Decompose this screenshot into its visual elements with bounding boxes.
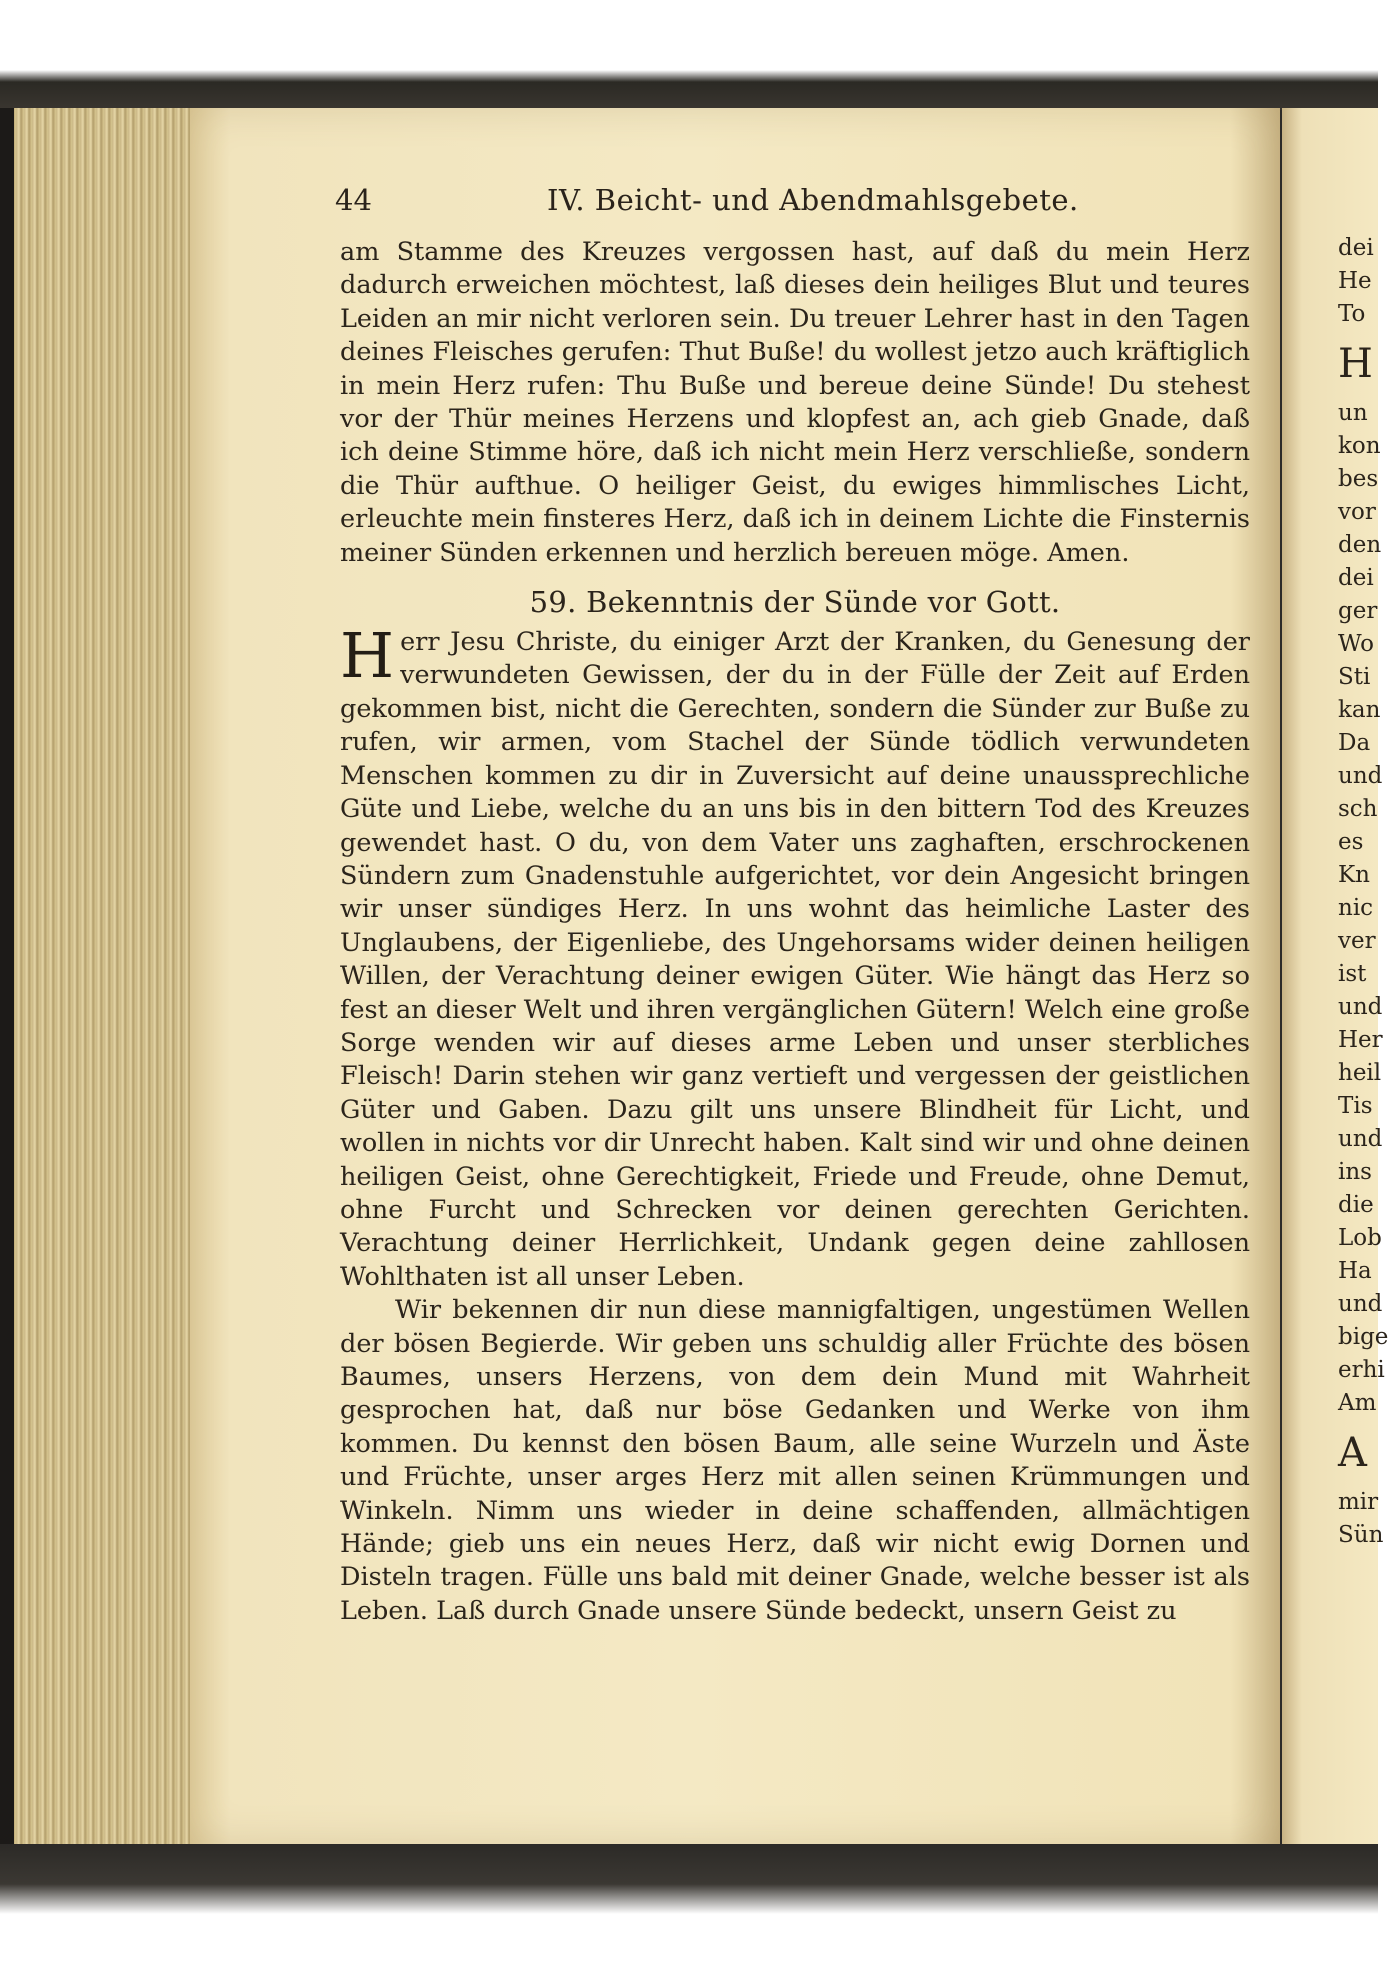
next-page-fragment: Wo <box>1338 631 1374 657</box>
paragraph-1 <box>340 619 1250 1294</box>
next-page-fragment: mir <box>1338 1489 1379 1515</box>
next-page-fragment: Lob <box>1338 1225 1382 1251</box>
next-page-fragment: A <box>1338 1430 1367 1476</box>
next-page-fragment: die <box>1338 1192 1374 1218</box>
next-page-fragment: ver <box>1338 928 1376 954</box>
paragraph-2: Wir bekennen dir nun diese mannigfaltigen, ungestümen Wellen der bösen Begierde. Wir geben uns schuldig aller Früchte des bösen Baumes, unsers Herzens, von dem dein Mund mit Wahrheit gesprochen hat, daß nur böse Gedanken und Werke von ihm kommen. Du kennst den bösen Baum, alle seine Wurzeln und Äste und Früchte, unser arges Herz mit allen seinen Krümmungen und Winkeln. Nimm uns wieder in deine schaffenden, allmächtigen Hände; gieb uns ein neues Herz, daß wir nicht ewig Dornen und Disteln tragen. Fülle uns bald mit deiner Gnade, welche besser ist als Leben. Laß durch Gnade unsere Sünde bedeckt, unsern Geist zu <box>340 1295 1250 1626</box>
next-page-fragment: Her <box>1338 1027 1383 1053</box>
next-page-fragment: kan <box>1338 697 1381 723</box>
next-page-fragment: He <box>1338 268 1372 294</box>
page-text <box>340 236 1250 1628</box>
next-page-fragment: ger <box>1338 598 1378 624</box>
next-page-fragment: und <box>1338 763 1383 789</box>
paragraph-continued: am Stamme des Kreuzes vergossen hast, auf daß du mein Herz dadurch erweichen möchtest, laß dieses dein heiliges Blut und teures Leiden an mir nicht verloren sein. Du treuer Lehrer hast in den Tagen deines Fleisches gerufen: Thut Buße! du wollest jetzo auch kräftiglich in mein Herz rufen: Thu Buße und bereue deine Sünde! Du stehest vor der Thür meines Herzens und klopfest an, ach gieb Gnade, daß ich deine Stimme höre, daß ich nicht mein Herz verschließe, sondern die Thür aufthue. O heiliger Geist, du ewiges himmlisches Licht, erleuchte mein finsteres Herz, daß ich in deinem Lichte die Finsternis meiner Sünden erkennen und herzlich bereuen möge. Amen. <box>340 237 1250 568</box>
next-page-fragment: Tis <box>1338 1093 1373 1119</box>
next-page-fragment: To <box>1338 301 1366 327</box>
next-page-fragment: Da <box>1338 730 1371 756</box>
next-page-fragment: und <box>1338 994 1383 1020</box>
next-page-fragment: den <box>1338 532 1382 558</box>
next-page-fragment: Sün <box>1338 1522 1384 1548</box>
next-page-fragment: Am <box>1338 1390 1377 1416</box>
next-page-fragment: dei <box>1338 235 1374 261</box>
page-number: 44 <box>335 183 372 217</box>
next-page-fragment: es <box>1338 829 1364 855</box>
next-page-fragments <box>1338 232 1388 1552</box>
next-page-fragment: un <box>1338 400 1368 426</box>
next-page-fragment: vor <box>1338 499 1376 525</box>
next-page-fragment: H <box>1338 341 1373 387</box>
next-page-fragment: kon <box>1338 433 1381 459</box>
next-page-fragment: dei <box>1338 565 1374 591</box>
section-title: 59. Bekenntnis der Sünde vor Gott. <box>529 585 1061 620</box>
next-page-fragment: Sti <box>1338 664 1371 690</box>
next-page-fragment: und <box>1338 1126 1383 1152</box>
cover-edge <box>0 108 14 1844</box>
next-page-fragment: sch <box>1338 796 1378 822</box>
next-page-fragment: ist <box>1338 961 1367 987</box>
book-cover-top <box>0 0 1378 110</box>
next-page-fragment: ins <box>1338 1159 1372 1185</box>
next-page-fragment: heil <box>1338 1060 1382 1086</box>
next-page-fragment: nic <box>1338 895 1374 921</box>
next-page-fragment: erhi <box>1338 1357 1385 1383</box>
page-edges <box>0 108 200 1844</box>
paragraph-1-text: err Jesu Christe, du einiger Arzt der Kranken, du Genesung der verwundeten Gewissen, der du in der Fülle der Zeit auf Erden gekommen bist, nicht die Gerechten, sondern die Sünder zur Buße zu rufen, wir armen, vom Stachel der Sünde tödlich verwundeten Menschen kommen zu dir in Zuversicht auf deine unaussprechliche Güte und Liebe, welche du an uns bis in den bittern Tod des Kreuzes gewendet hast. O du, von dem Vater uns zaghaften, erschrockenen Sündern zum Gnadenstuhle aufgerichtet, vor dein Angesicht bringen wir unser sündiges Herz. In uns wohnt das heimliche Laster des Unglaubens, der Eigenliebe, des Ungehorsams wider deinen heiligen Willen, der Verachtung deiner ewigen Güter. Wie hängt das Herz so fest an dieser Welt und ihren vergänglichen Gütern! Welch eine große Sorge wenden wir auf dieses arme Leben und unser sterbliches Fleisch! Darin stehen wir ganz vertieft und vergessen der geistlichen Güter und Gaben. Dazu gilt uns unsere Blindheit für Licht, und wollen in nichts vor dir Unrecht haben. Kalt sind wir und ohne deinen heiligen Geist, ohne Gerechtigkeit, Friede und Freude, ohne Demut, ohne Furcht und Schrecken vor deinen gerechten Gerichten. Verachtung deiner Herrlichkeit, Undank gegen deine zahllosen Wohlthaten ist all unser Leben. <box>340 627 1250 1292</box>
next-page-fragment: bes <box>1338 466 1379 492</box>
next-page-fragment: Kn <box>1338 862 1370 888</box>
running-head: IV. Beicht- und Abendmahlsgebete. <box>547 183 1079 217</box>
next-page-fragment: und <box>1338 1291 1383 1317</box>
page-header <box>335 183 1265 229</box>
next-page-fragment: Ha <box>1338 1258 1372 1284</box>
drop-initial: H <box>340 619 395 693</box>
next-page-fragment: bige <box>1338 1324 1388 1350</box>
book-cover-bottom <box>0 1844 1378 1966</box>
